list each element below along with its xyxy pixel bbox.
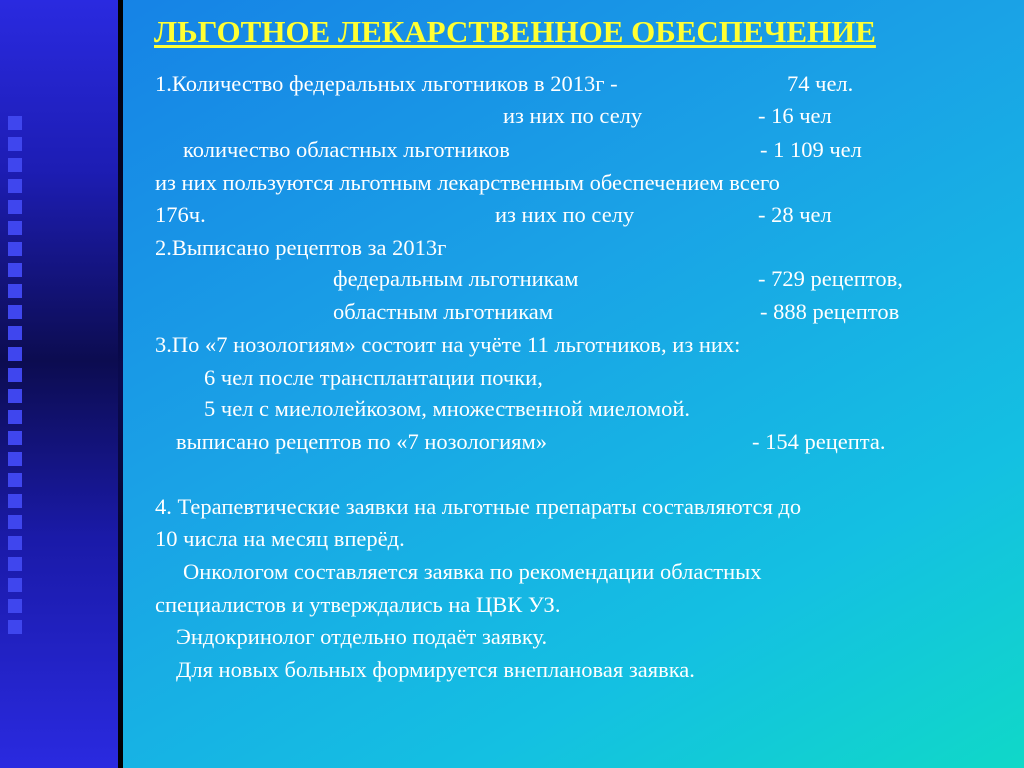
decorative-square bbox=[8, 536, 22, 550]
decorative-square bbox=[8, 452, 22, 466]
decorative-square bbox=[8, 347, 22, 361]
text-line-8-value: - 888 рецептов bbox=[760, 299, 900, 324]
text-line-15: Онкологом составляется заявка по рекомендации областных bbox=[183, 559, 762, 584]
text-line-7: федеральным льготникам bbox=[333, 266, 579, 291]
decorative-square bbox=[8, 116, 22, 130]
text-line-1-value: 74 чел. bbox=[787, 71, 854, 96]
text-line-17: Эндокринолог отдельно подаёт заявку. bbox=[176, 624, 548, 649]
decorative-square bbox=[8, 284, 22, 298]
text-line-2-value: - 16 чел bbox=[758, 103, 832, 128]
decorative-square bbox=[8, 515, 22, 529]
decorative-square bbox=[8, 221, 22, 235]
text-line-10: 6 чел после трансплантации почки, bbox=[204, 365, 543, 390]
decorative-square bbox=[8, 242, 22, 256]
text-line-5-mid: из них по селу bbox=[495, 202, 635, 227]
text-line-5: 176ч. bbox=[155, 202, 206, 227]
text-line-5-value: - 28 чел bbox=[758, 202, 832, 227]
decorative-square bbox=[8, 578, 22, 592]
text-line-12-value: - 154 рецепта. bbox=[752, 429, 886, 454]
decorative-square bbox=[8, 158, 22, 172]
decorative-square bbox=[8, 494, 22, 508]
text-line-3-value: - 1 109 чел bbox=[760, 137, 862, 162]
decorative-square bbox=[8, 431, 22, 445]
decorative-square bbox=[8, 410, 22, 424]
text-line-7-value: - 729 рецептов, bbox=[758, 266, 903, 291]
decorative-square bbox=[8, 305, 22, 319]
decorative-square bbox=[8, 326, 22, 340]
decorative-square bbox=[8, 137, 22, 151]
text-line-1: 1.Количество федеральных льготников в 2013г - bbox=[155, 71, 618, 96]
text-line-9: 3.По «7 нозологиям» состоит на учёте 11 льготников, из них: bbox=[155, 332, 741, 357]
decorative-square bbox=[8, 200, 22, 214]
slide-title: ЛЬГОТНОЕ ЛЕКАРСТВЕННОЕ ОБЕСПЕЧЕНИЕ bbox=[154, 14, 876, 49]
text-line-16: специалистов и утверждались на ЦВК УЗ. bbox=[155, 592, 561, 617]
text-line-6: 2.Выписано рецептов за 2013г bbox=[155, 235, 447, 260]
text-line-8: областным льготникам bbox=[333, 299, 554, 324]
text-line-18: Для новых больных формируется внеплановая заявка. bbox=[176, 657, 695, 682]
text-line-13: 4. Терапевтические заявки на льготные препараты составляются до bbox=[155, 494, 802, 519]
decorative-square bbox=[8, 599, 22, 613]
text-line-11: 5 чел с миелолейкозом, множественной миеломой. bbox=[204, 396, 690, 421]
text-line-14: 10 числа на месяц вперёд. bbox=[155, 526, 405, 551]
decorative-squares bbox=[8, 116, 22, 634]
text-line-4: из них пользуются льготным лекарственным обеспечением всего bbox=[155, 170, 780, 195]
text-line-12: выписано рецептов по «7 нозологиям» bbox=[176, 429, 547, 454]
decorative-square bbox=[8, 557, 22, 571]
decorative-square bbox=[8, 179, 22, 193]
decorative-square bbox=[8, 620, 22, 634]
text-line-2: из них по селу bbox=[503, 103, 643, 128]
decorative-square bbox=[8, 368, 22, 382]
decorative-square bbox=[8, 389, 22, 403]
decorative-square bbox=[8, 263, 22, 277]
decorative-square bbox=[8, 473, 22, 487]
text-line-3: количество областных льготников bbox=[183, 137, 510, 162]
sidebar bbox=[0, 0, 123, 768]
